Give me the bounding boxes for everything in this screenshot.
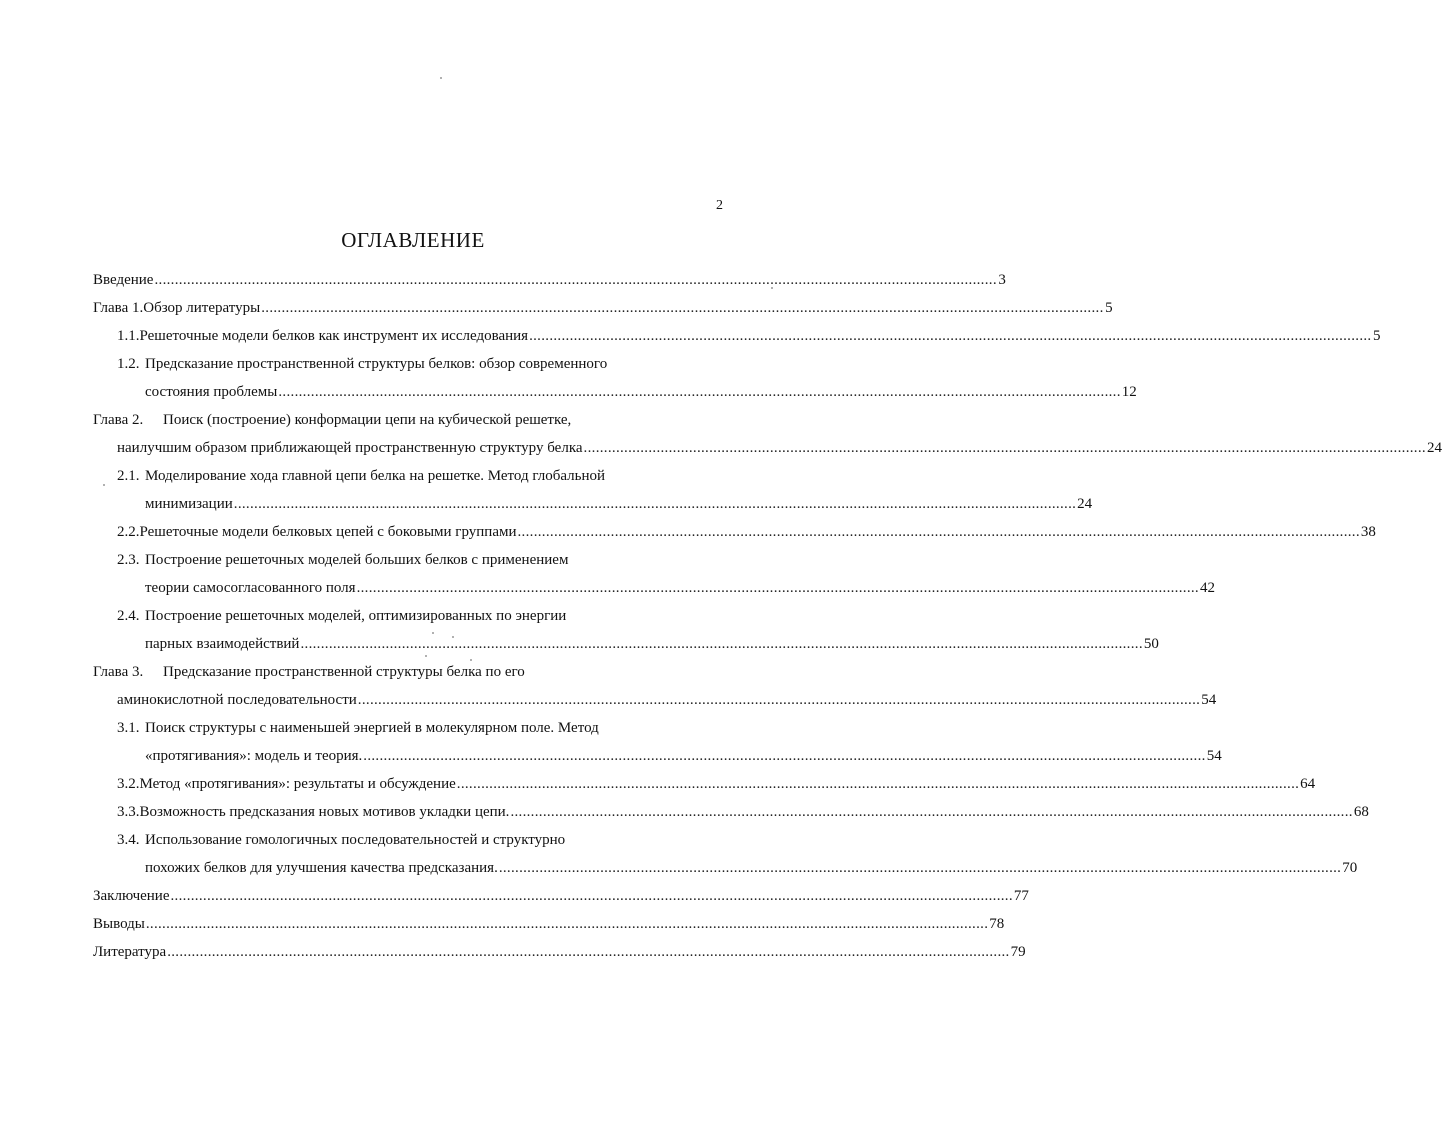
toc-entry — [0, 798, 1369, 826]
toc-page-number: 42 — [1199, 580, 1215, 596]
toc-entry-title: Заключение — [93, 888, 170, 904]
scan-speck — [103, 484, 105, 486]
toc-entry-title: похожих белков для улучшения качества предсказания. — [145, 860, 498, 876]
toc-page-number: 77 — [1013, 888, 1029, 904]
toc-line — [93, 910, 1005, 938]
toc-line — [93, 406, 709, 434]
toc-entry-title: теории самосогласованного поля — [145, 580, 356, 596]
toc-page-number: 50 — [1143, 636, 1159, 652]
toc-entry-title: Возможность предсказания новых мотивов укладки цепи. — [139, 804, 510, 820]
toc-line — [145, 490, 1093, 518]
toc-line — [117, 434, 1442, 462]
toc-entry — [0, 350, 1137, 406]
toc-line — [117, 322, 1381, 350]
toc-entry-title: наилучшим образом приближающей пространственную структуру белка — [117, 440, 583, 456]
toc-entry-title: состояния проблемы — [145, 384, 278, 400]
toc-entry-title: Решеточные модели белковых цепей с боковыми группами — [139, 524, 517, 540]
toc-entry-title: аминокислотной последовательности — [117, 692, 357, 708]
toc-entry — [0, 602, 1159, 658]
toc-entry-number: 2.4. — [117, 608, 140, 624]
scan-speck — [440, 77, 442, 79]
toc-line — [117, 602, 709, 630]
toc-entry-title: Построение решеточных моделей, оптимизированных по энергии — [145, 608, 567, 624]
toc-leader-dots — [499, 854, 1341, 882]
toc-leader-dots — [518, 518, 1360, 546]
toc-line — [117, 350, 709, 378]
toc-entry — [0, 546, 1215, 602]
toc-title: ОГЛАВЛЕНИЕ — [341, 228, 485, 252]
toc-entry-title: Построение решеточных моделей больших белков с применением — [145, 552, 569, 568]
toc-leader-dots — [300, 630, 1142, 658]
toc-line — [145, 378, 1137, 406]
toc-entry — [0, 910, 1005, 938]
toc-entry-number: 3.3. — [117, 804, 140, 820]
toc-leader-dots — [261, 294, 1103, 322]
toc-page-number: 54 — [1201, 692, 1217, 708]
toc-entry — [0, 518, 1376, 546]
toc-page-number: 64 — [1300, 776, 1316, 792]
toc-entry-title: Предсказание пространственной структуры белка по его — [163, 664, 525, 680]
toc-leader-dots — [457, 770, 1299, 798]
toc-entry — [0, 462, 1093, 518]
toc-leader-dots — [234, 490, 1076, 518]
toc-line — [93, 294, 1113, 322]
toc-leader-dots — [171, 882, 1013, 910]
toc-leader-dots — [167, 938, 1009, 966]
toc-entry-title: «протягивания»: модель и теория. — [145, 748, 363, 764]
toc-entry — [0, 406, 1442, 462]
toc-entry-title: Выводы — [93, 916, 145, 932]
toc-line — [117, 770, 1316, 798]
scan-speck — [425, 655, 427, 657]
toc-entry-title: Поиск структуры с наименьшей энергией в молекулярном поле. Метод — [145, 720, 599, 736]
page-number: 2 — [716, 198, 723, 213]
toc-leader-dots — [584, 434, 1426, 462]
toc-line — [145, 630, 1159, 658]
toc-entry-number: 3.2. — [117, 776, 140, 792]
toc-entry — [0, 266, 1006, 294]
toc-entry — [0, 294, 1113, 322]
toc-entry-number: 3.1. — [117, 720, 140, 736]
toc-line — [93, 658, 709, 686]
toc-page-number: 5 — [1372, 328, 1381, 344]
toc-page-number: 5 — [1105, 300, 1113, 316]
toc-page-number: 38 — [1360, 524, 1376, 540]
toc-entry-number: 1.2. — [117, 356, 140, 372]
toc-page-number: 78 — [989, 916, 1005, 932]
toc-page-number: 68 — [1353, 804, 1369, 820]
toc-entry-title: Решеточные модели белков как инструмент их исследования — [139, 328, 529, 344]
toc-page-number: 79 — [1010, 944, 1026, 960]
toc-line — [117, 826, 709, 854]
table-of-contents — [0, 266, 1442, 966]
toc-line — [117, 686, 1217, 714]
scan-speck — [452, 636, 454, 638]
toc-entry-title: Моделирование хода главной цепи белка на решетке. Метод глобальной — [145, 468, 606, 484]
toc-entry — [0, 322, 1381, 350]
toc-leader-dots — [357, 574, 1199, 602]
toc-line — [93, 938, 1026, 966]
toc-leader-dots — [146, 910, 988, 938]
toc-page-number: 12 — [1121, 384, 1137, 400]
toc-page-number: 24 — [1077, 496, 1093, 512]
toc-leader-dots — [529, 322, 1371, 350]
toc-leader-dots — [154, 266, 996, 294]
toc-entry-title: минимизации — [145, 496, 233, 512]
toc-line — [145, 742, 1222, 770]
toc-entry-title: Литература — [93, 944, 167, 960]
toc-entry — [0, 714, 1222, 770]
scan-speck — [470, 659, 472, 661]
toc-entry-number: Глава 3. — [93, 664, 144, 680]
toc-entry-title: Поиск (построение) конформации цепи на кубической решетке, — [163, 412, 572, 428]
toc-page-number: 24 — [1426, 440, 1442, 456]
toc-entry — [0, 770, 1316, 798]
toc-page-number: 54 — [1206, 748, 1222, 764]
toc-entry-title: Предсказание пространственной структуры белков: обзор современного — [145, 356, 608, 372]
toc-line — [117, 462, 709, 490]
toc-leader-dots — [363, 742, 1205, 770]
toc-entry-number: 3.4. — [117, 832, 140, 848]
toc-line — [93, 266, 1006, 294]
scan-speck — [432, 632, 434, 634]
toc-page-number: 3 — [998, 272, 1006, 288]
toc-page-number: 70 — [1342, 860, 1358, 876]
toc-entry — [0, 938, 1026, 966]
toc-entry-title: Обзор литературы — [143, 300, 261, 316]
toc-entry-number: Глава 2. — [93, 412, 144, 428]
toc-entry-title: Введение — [93, 272, 154, 288]
toc-entry-title: парных взаимодействий — [145, 636, 300, 652]
toc-entry-number: Глава 1. — [93, 300, 144, 316]
toc-leader-dots — [278, 378, 1120, 406]
toc-line — [117, 714, 709, 742]
toc-leader-dots — [510, 798, 1352, 826]
scan-speck — [771, 287, 773, 289]
toc-entry-number: 2.3. — [117, 552, 140, 568]
toc-line — [93, 882, 1029, 910]
toc-leader-dots — [358, 686, 1200, 714]
toc-entry-number: 1.1. — [117, 328, 140, 344]
toc-line — [117, 518, 1376, 546]
toc-entry — [0, 658, 1217, 714]
toc-line — [117, 546, 709, 574]
toc-line — [145, 574, 1215, 602]
toc-entry-number: 2.1. — [117, 468, 140, 484]
toc-entry-title: Использование гомологичных последовательностей и структурно — [145, 832, 566, 848]
toc-entry — [0, 826, 1358, 882]
toc-entry — [0, 882, 1029, 910]
toc-entry-title: Метод «протягивания»: результаты и обсуждение — [139, 776, 456, 792]
toc-entry-number: 2.2. — [117, 524, 140, 540]
toc-line — [145, 854, 1358, 882]
toc-line — [117, 798, 1369, 826]
